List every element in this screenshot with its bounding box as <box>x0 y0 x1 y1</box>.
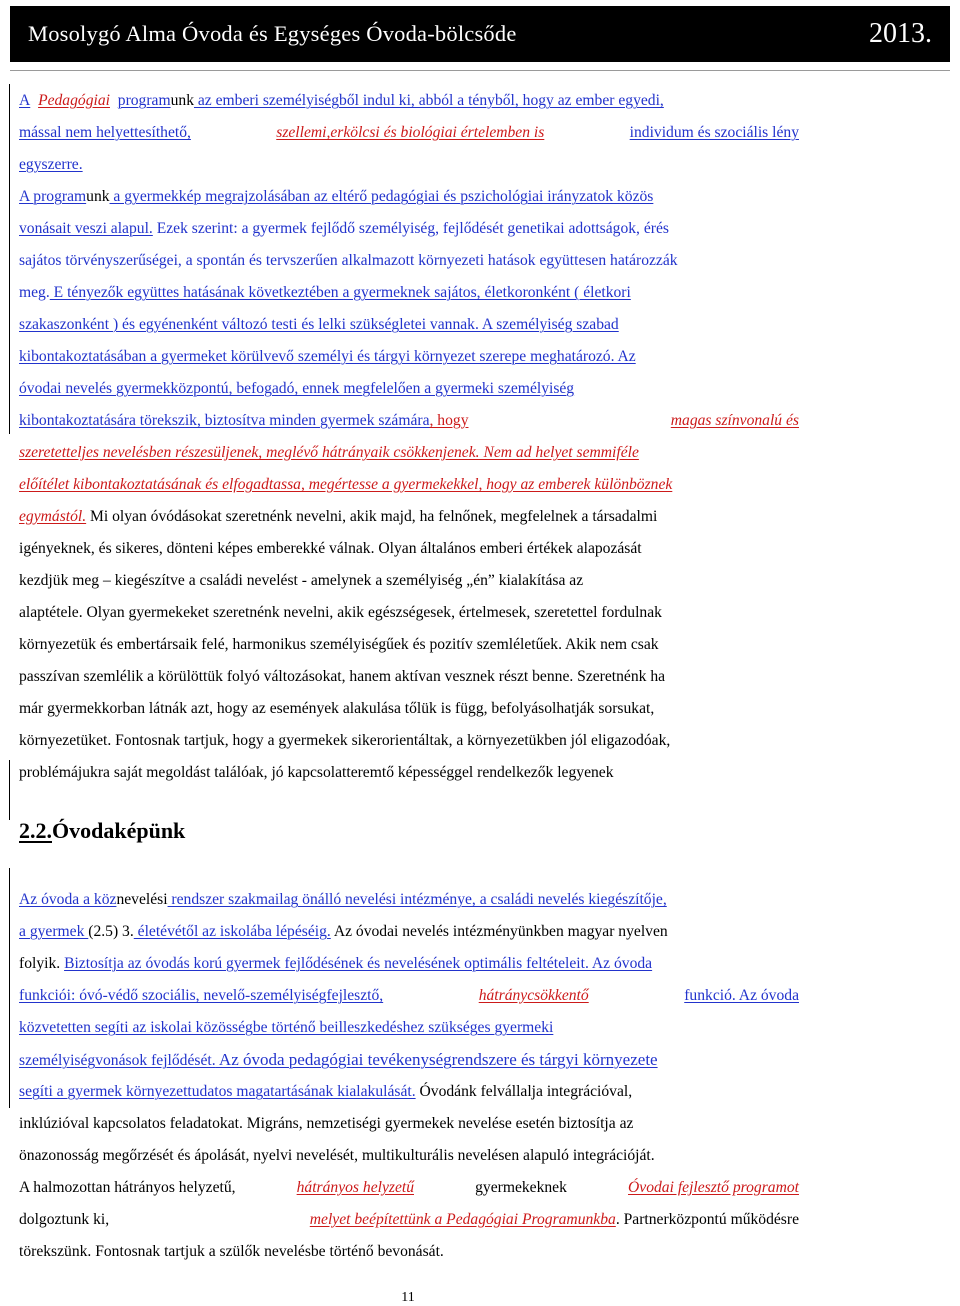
text-line: funkciói: óvó-védő szociális, nevelő-személyiségfejlesztő, hátránycsökkentő funkció. Az óvoda <box>19 987 799 1004</box>
text-line: igényeknek, és sikeres, dönteni képes emberekké válnak. Olyan általános emberi értékek alapozását <box>19 540 642 557</box>
text-line: már gyermekkorban látnák azt, hogy az események alakulása tőlük is függ, befolyásolhatják sorsukat, <box>19 700 655 717</box>
text-line: kibontakoztatására törekszik, biztosítva minden gyermek számára, hogy magas színvonalú és <box>19 412 799 429</box>
text-line: A programunk a gyermekkép megrajzolásában az eltérő pedagógiai és pszichológiai irányzatok közös <box>19 188 654 205</box>
text-line: vonásait veszi alapul. Ezek szerint: a gyermek fejlődő személyiség, fejlődését genetikai adottságok, érés <box>19 220 669 237</box>
text-line: mással nem helyettesíthető, szellemi,erkölcsi és biológiai értelemben is individum és szociális lény <box>19 124 799 141</box>
text-line: környezetük és embertársaik felé, harmonikus személyiségűek és pozitív szemléletűek. Akik nem csak <box>19 636 659 653</box>
header-year: 2013. <box>869 18 932 49</box>
text-line: dolgoztunk ki, melyet beépítettünk a Pedagógiai Programunkba. Partnerközpontú működésre <box>19 1211 799 1228</box>
text-line: előítélet kibontakoztatásának és elfogadtassa, megértesse a gyermekekkel, hogy az emberek különböznek <box>19 476 673 493</box>
text-line: problémájukra saját megoldást találóak, jó kapcsolatteremtő képességgel rendelkezők legyenek <box>19 764 614 781</box>
section-title: Óvodaképünk <box>52 818 186 843</box>
text-line: törekszünk. Fontosnak tartjuk a szülők nevelésbe történő bevonását. <box>19 1243 444 1260</box>
text-line: alaptétele. Olyan gyermekeket szeretnénk nevelni, akik egészségesek, értelmesek, szeretettel fordulnak <box>19 604 662 621</box>
page-number: 11 <box>401 1290 415 1305</box>
text-line: kibontakoztatásában a gyermeket körülvevő személyi és tárgyi környezet szerepe meghatározó. Az <box>19 348 636 365</box>
text-line: passzívan szemlélik a körülöttük folyó változásokat, hanem aktívan vesznek részt benne. Szeretnénk ha <box>19 668 666 685</box>
change-bar <box>9 760 10 820</box>
header-title: Mosolygó Alma Óvoda és Egységes Óvoda-bölcsőde <box>28 21 517 46</box>
text-line: közvetetten segíti az iskolai közösségbe történő beilleszkedéshez szükséges gyermeki <box>19 1019 554 1036</box>
text-line: egymástól. Mi olyan óvódásokat szeretnénk nevelni, akik majd, ha felnőnek, megfelelnek a társadalmi <box>19 508 658 525</box>
text-line: meg. E tényezők együttes hatásának következtében a gyermeknek sajátos, életkoronként ( életkori <box>19 284 631 301</box>
text-line: inklúzióval kapcsolatos feladatokat. Migráns, nemzetiségi gyermekek nevelése esetén biztosítja az <box>19 1115 634 1132</box>
text-line: kezdjük meg – kiegészítve a családi nevelést - amelynek a személyiség „én” kialakítása az <box>19 572 584 589</box>
text-line: szakaszonként ) és egyénenként változó testi és lelki szükségletei vannak. A személyiség szabad <box>19 316 619 333</box>
section-heading <box>19 818 185 844</box>
text-line: önazonosság megőrzését és ápolását, nyelvi nevelését, multikulturális nevelésen alapuló integrációját. <box>19 1147 655 1164</box>
page-header <box>10 6 950 62</box>
change-bar <box>9 84 10 434</box>
text-line: szeretetteljes nevelésben részesüljenek, meglévő hátrányaik csökkenjenek. Nem ad helyet semmiféle <box>19 444 639 461</box>
header-rule <box>10 70 950 71</box>
text-line: A Pedagógiai programunk az emberi személyiségből indul ki, abból a tényből, hogy az ember egyedi, <box>19 92 664 109</box>
text-line: óvodai nevelés gyermekközpontú, befogadó, ennek megfelelően a gyermeki személyiség <box>19 380 575 397</box>
text-line: Az óvoda a köznevelési rendszer szakmailag önálló nevelési intézménye, a családi nevelés kiegészítője, <box>19 891 667 908</box>
text-line: segíti a gyermek környezettudatos magatartásának kialakulását. Óvodánk felvállalja integrációval, <box>19 1083 633 1100</box>
change-bar <box>9 868 10 1108</box>
section-number: 2.2. <box>19 818 52 843</box>
paragraph-kindergarten-image <box>19 884 799 1268</box>
text-line: környezetüket. Fontosnak tartjuk, hogy a gyermekek sikerorientáltak, a környezetükben jól eligazodóak, <box>19 732 671 749</box>
text-line: a gyermek (2.5) 3. életévétől az iskolába lépéséig. Az óvodai nevelés intézményünkben magyar nyelven <box>19 923 668 940</box>
text-line: személyiségvonások fejlődését. Az óvoda pedagógiai tevékenységrendszere és tárgyi környezete <box>19 1050 658 1069</box>
text-line: A halmozottan hátrányos helyzetű, hátrányos helyzetű gyermekeknek Óvodai fejlesztő programot <box>19 1179 799 1196</box>
text-line: folyik. Biztosítja az óvodás korú gyermek fejlődésének és nevelésének optimális feltételeit. Az óvoda <box>19 955 653 972</box>
text-line: sajátos törvényszerűségei, a spontán és tervszerűen alkalmazott környezeti hatások együttesen határozzák <box>19 252 678 269</box>
text-line: egyszerre. <box>19 156 83 173</box>
paragraph-program-intro <box>19 85 799 789</box>
